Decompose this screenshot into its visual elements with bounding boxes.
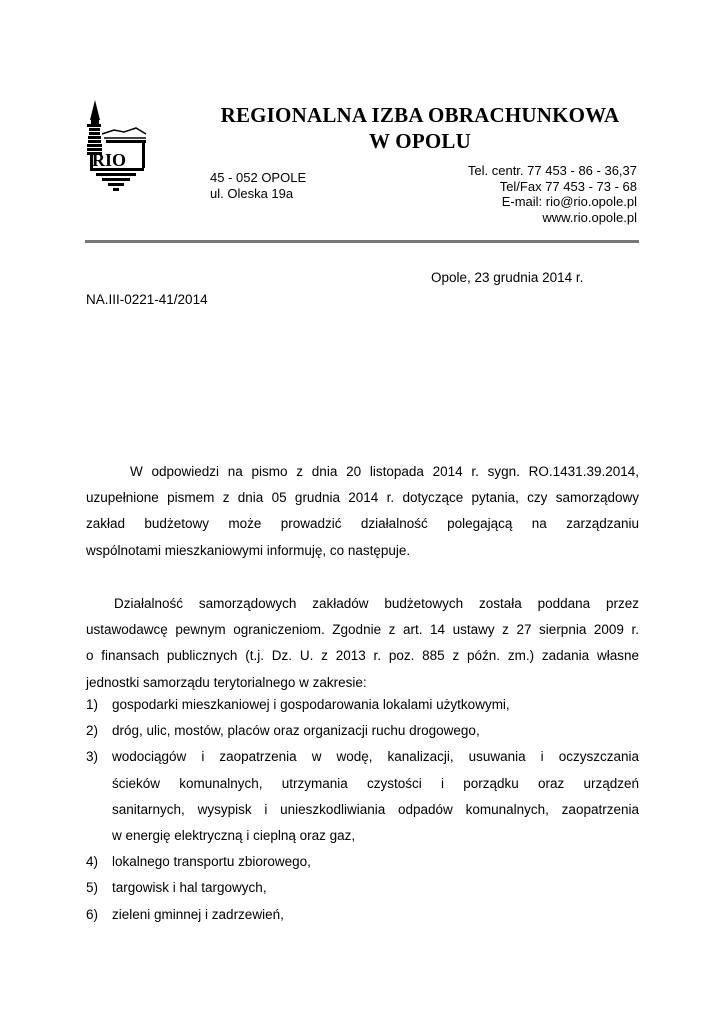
list-item — [86, 692, 639, 718]
contact-phone: Tel. centr. 77 453 - 86 - 36,37 — [467, 163, 637, 178]
paragraph-2 — [86, 591, 639, 696]
paragraph-line: o finansach publicznych (t.j. Dz. U. z 2013 r. poz. 885 z późn. zm.) zadania własne — [86, 648, 639, 664]
list-line: gospodarki mieszkaniowej i gospodarowania lokalami użytkowymi, — [112, 697, 510, 712]
list-number: 1) — [86, 697, 99, 712]
list-line: lokalnego transportu zbiorowego, — [112, 854, 311, 870]
address-postcode: 45 - 052 OPOLE — [210, 170, 307, 185]
paragraph-line: Działalność samorządowych zakładów budżetowych została poddana przez — [114, 596, 639, 611]
list-number: 3) — [86, 749, 99, 765]
paragraph-line: ustawodawcę pewnym ograniczeniom. Zgodnie z art. 14 ustawy z 27 sierpnia 2009 r. — [86, 622, 639, 638]
list-number: 2) — [86, 723, 99, 739]
list-item — [86, 902, 639, 928]
contact-block — [468, 163, 637, 225]
contact-email: E-mail: rio@rio.opole.pl — [501, 194, 637, 209]
list-number: 4) — [86, 854, 99, 870]
list-line: wodociągów i zaopatrzenia w wodę, kanalizacji, usuwania i oczyszczania — [112, 749, 639, 765]
list-line: w energię elektryczną i cieplną oraz gaz, — [112, 827, 356, 843]
list-line: ścieków komunalnych, utrzymania czystości i porządku oraz urządzeń — [112, 775, 639, 791]
rio-logo — [84, 98, 150, 194]
list-item — [86, 718, 639, 744]
list-number: 5) — [86, 880, 99, 896]
paragraph-line: jednostki samorządu terytorialnego w zakresie: — [86, 674, 367, 690]
institution-title: REGIONALNA IZBA OBRACHUNKOWA — [220, 103, 620, 127]
institution-city: W OPOLU — [369, 129, 471, 153]
contact-website: www.rio.opole.pl — [542, 209, 637, 225]
letter-date: Opole, 23 grudnia 2014 r. — [431, 270, 584, 285]
reference-number: NA.III-0221-41/2014 — [86, 292, 208, 307]
paragraph-line: W odpowiedzi na pismo z dnia 20 listopada 2014 r. sygn. RO.1431.39.2014, — [130, 464, 639, 479]
list-item — [86, 849, 639, 875]
list-item — [86, 875, 639, 901]
list-line: dróg, ulic, mostów, placów oraz organizacji ruchu drogowego, — [112, 723, 480, 739]
paragraph-line: wspólnotami mieszkaniowymi informuję, co następuje. — [86, 542, 411, 558]
list-number: 6) — [86, 906, 99, 922]
header-divider — [85, 240, 639, 243]
contact-fax: Tel/Fax 77 453 - 73 - 68 — [499, 178, 637, 194]
paragraph-1 — [86, 459, 639, 564]
paragraph-line: zakład budżetowy może prowadzić działalność polegającą na zarządzaniu — [86, 516, 639, 532]
address-street: ul. Oleska 19a — [210, 186, 294, 201]
list-item — [86, 744, 639, 849]
scope-list — [86, 692, 639, 928]
list-line: targowisk i hal targowych, — [112, 880, 267, 896]
list-line: zieleni gminnej i zadrzewień, — [112, 906, 284, 922]
list-line: sanitarnych, wysypisk i unieszkodliwiania odpadów komunalnych, zaopatrzenia — [112, 801, 639, 817]
logo-text: RIO — [92, 150, 127, 170]
paragraph-line: uzupełnione pismem z dnia 05 grudnia 2014 r. dotyczące pytania, czy samorządowy — [86, 490, 639, 506]
